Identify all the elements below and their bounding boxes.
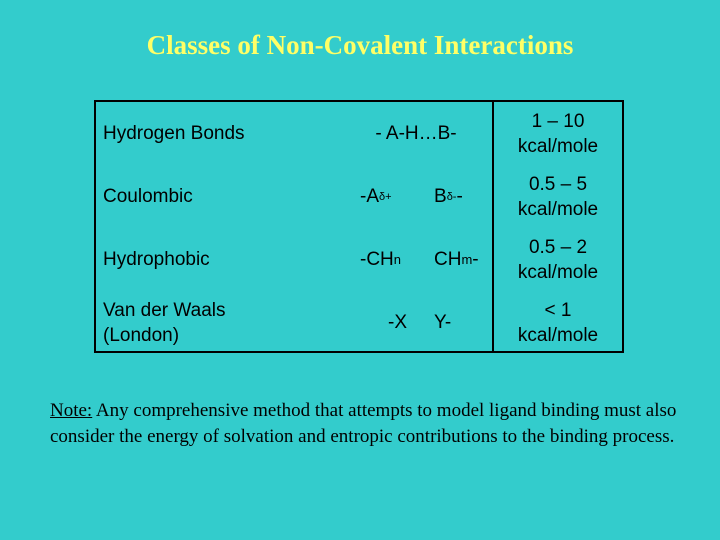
formula-right: Y- [434, 311, 452, 333]
formula-right-text: CH [434, 248, 462, 270]
note-paragraph [50, 398, 690, 450]
formula-left-charge: δ+ [379, 190, 392, 203]
energy-value: 0.5 – 2 [528, 236, 588, 258]
interaction-name: Hydrophobic [103, 249, 210, 270]
interaction-name: Coulombic [103, 186, 193, 207]
energy-unit: kcal/mole [517, 198, 599, 220]
formula-right-tail: - [456, 185, 463, 207]
formula-left-subscript: n [393, 252, 402, 267]
formula-left-text: -CH [360, 248, 394, 270]
interaction-name-line1: Van der Waals [103, 299, 226, 321]
formula-right-charge: δ- [446, 190, 457, 203]
formula-left-text: -A [360, 185, 379, 207]
energy-value: 0.5 – 5 [528, 173, 588, 195]
formula-left: -X [388, 311, 407, 333]
page-title: Classes of Non-Covalent Interactions [146, 30, 574, 60]
energy-value: 1 – 10 [531, 110, 585, 132]
formula-right-subscript: m [461, 252, 473, 267]
interaction-formula: - A-H…B- [375, 122, 457, 144]
energy-value: < 1 [544, 299, 572, 321]
formula-left [360, 165, 392, 228]
formula-left [360, 228, 401, 291]
interaction-name [103, 291, 343, 354]
energy-unit: kcal/mole [517, 261, 599, 283]
interactions-table [94, 100, 624, 353]
formula-right-tail: - [472, 248, 479, 270]
formula-right [434, 165, 463, 228]
formula-right-text: B [434, 185, 447, 207]
energy-column-divider [492, 102, 624, 351]
note-label: Note: [50, 400, 93, 421]
note-text: Any comprehensive method that attempts to model ligand binding must also consider the energy of solvation and entropic contributions to the binding process. [50, 400, 677, 447]
energy-unit: kcal/mole [517, 135, 599, 157]
formula-right [434, 228, 479, 291]
interaction-name-line2: (London) [103, 324, 180, 346]
energy-unit: kcal/mole [517, 324, 599, 346]
interaction-name: Hydrogen Bonds [103, 123, 245, 144]
